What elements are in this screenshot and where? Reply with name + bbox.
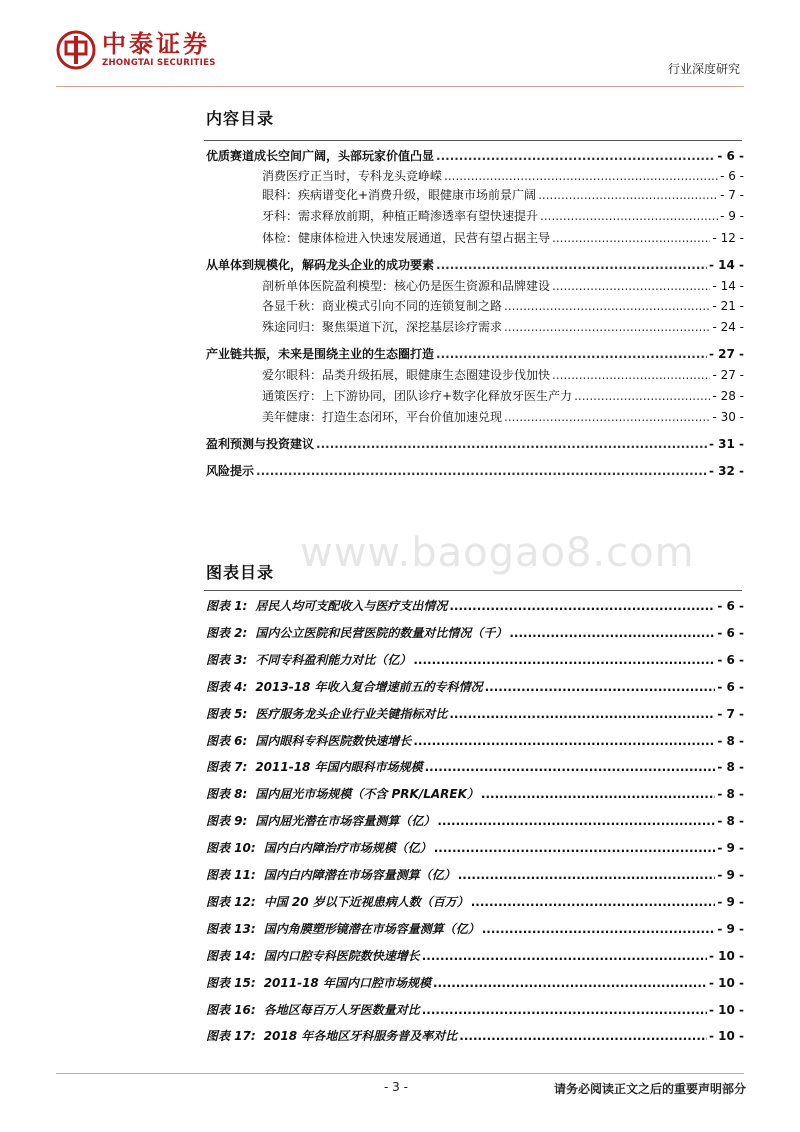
toc-entry-title: 产业链共振，未来是围绕主业的生态圈打造 [206,347,435,361]
toc-entry-page: - 6 - [720,169,744,183]
figure-leader-dots [459,1029,707,1043]
toc-entry-title: 剖析单体医院盈利模型：核心仍是医生资源和品牌建设 [262,279,551,293]
toc-leader-dots [574,389,710,403]
toc-leader-dots [436,149,715,163]
figure-entry-page: - 9 - [717,895,744,909]
figure-entry-title: 中国 20 岁以下近视患病人数（百万） [263,895,469,909]
toc-entry-title: 风险提示 [206,464,255,478]
figure-leader-dots [433,976,707,990]
figure-entry-title: 2018 年各地区牙科服务普及率对比 [263,1029,458,1043]
figure-entry-page: - 8 - [717,760,744,774]
figure-entry[interactable] [206,680,744,694]
toc-entry-page: - 21 - [712,299,744,313]
figure-entry-title: 2011-18 年国内口腔市场规模 [263,976,431,990]
figure-entry-label: 图表 17: [206,1029,256,1043]
toc-entry-title: 各显千秋：商业模式引向不同的连锁复制之路 [262,299,503,313]
toc-leader-dots [504,410,710,424]
figure-leader-dots [437,814,715,828]
toc-entry-page: - 9 - [720,209,744,223]
figure-entry-title: 不同专科盈利能力对比（亿） [255,653,412,667]
figure-entry[interactable] [206,949,744,963]
toc-entry-title: 消费医疗正当时，专科龙头竞峥嵘 [262,169,443,183]
toc-entry-title: 盈利预测与投资建议 [206,437,315,451]
figure-entry-title: 2013-18 年收入复合增速前五的专科情况 [255,680,483,694]
figure-entry-page: - 10 - [708,976,744,990]
figure-entry-label: 图表 14: [206,949,256,963]
figure-entry-label: 图表 5: [206,707,248,721]
toc-entry[interactable] [262,410,744,424]
figure-entry[interactable] [206,599,744,613]
figure-entry-label: 图表 2: [206,626,248,640]
toc-divider [204,140,742,141]
toc-entry-page: - 31 - [708,437,744,451]
toc-leader-dots [552,231,710,245]
toc-entry-page: - 30 - [712,410,744,424]
figure-leader-dots [449,707,715,721]
figure-entry[interactable] [206,760,744,774]
figure-entry-label: 图表 7: [206,760,248,774]
figure-entry-page: - 8 - [717,734,744,748]
figure-list-divider [204,590,742,591]
toc-entry[interactable] [206,464,744,478]
header-divider [56,86,744,87]
toc-entry-page: - 14 - [708,258,744,272]
figure-entry-title: 国内屈光潜在市场容量测算（亿） [255,814,436,828]
figure-entry-page: - 6 - [717,626,744,640]
figure-entry[interactable] [206,922,744,936]
figure-entry-label: 图表 1: [206,599,248,613]
toc-entry-title: 体检：健康体检进入快速发展通道，民营有望占据主导 [262,231,551,245]
toc-entry-title: 通策医疗：上下游协同，团队诊疗+数字化释放牙医生产力 [262,389,573,403]
figure-entry-page: - 7 - [717,707,744,721]
disclaimer-note: 请务必阅读正文之后的重要声明部分 [553,1082,746,1096]
toc-leader-dots [538,188,718,202]
logo-chinese-name: 中泰证券 [102,30,210,58]
figure-entry-label: 图表 4: [206,680,248,694]
toc-entry-page: - 7 - [720,188,744,202]
toc-entry-page: - 32 - [708,464,744,478]
toc-entry[interactable] [262,299,744,313]
figure-entry-label: 图表 12: [206,895,256,909]
toc-entry-title: 殊途同归：聚焦渠道下沉，深挖基层诊疗需求 [262,320,503,334]
figure-entry-page: - 9 - [717,922,744,936]
figure-entry[interactable] [206,841,744,855]
toc-entry[interactable] [206,437,744,451]
toc-entry-page: - 27 - [708,347,744,361]
watermark: www.baogao8.com [300,530,695,576]
toc-entry-title: 眼科：疾病谱变化+消费升级，眼健康市场前景广阔 [262,188,537,202]
toc-entry[interactable] [262,279,744,293]
figure-entry-label: 图表 16: [206,1003,256,1017]
toc-leader-dots [504,320,710,334]
figure-entry-label: 图表 3: [206,653,248,667]
figure-entry-page: - 8 - [717,814,744,828]
toc-entry[interactable] [262,389,744,403]
toc-entry-title: 从单体到规模化，解码龙头企业的成功要素 [206,258,435,272]
figure-leader-dots [422,1003,707,1017]
toc-title: 内容目录 [206,109,275,128]
figure-entry[interactable] [206,1029,744,1043]
toc-leader-dots [540,209,718,223]
figure-entry-page: - 9 - [717,868,744,882]
figure-entry-page: - 8 - [717,787,744,801]
figure-leader-dots [449,599,715,613]
figure-entry[interactable] [206,895,744,909]
toc-leader-dots [436,347,707,361]
toc-leader-dots [504,299,710,313]
toc-entry[interactable] [206,258,744,272]
page-number: - 3 - [384,1080,408,1094]
toc-entry[interactable] [262,368,744,382]
toc-leader-dots [436,258,707,272]
toc-entry-title: 牙科：需求释放前期，种植正畸渗透率有望快速提升 [262,209,539,223]
figure-entry[interactable] [206,976,744,990]
toc-entry-page: - 28 - [712,389,744,403]
figure-entry-label: 图表 8: [206,787,248,801]
figure-leader-dots [509,626,715,640]
figure-entry-title: 居民人均可支配收入与医疗支出情况 [255,599,448,613]
report-type-label: 行业深度研究 [667,62,740,76]
figure-leader-dots [422,949,707,963]
figure-entry-label: 图表 10: [206,841,256,855]
figure-entry-label: 图表 15: [206,976,256,990]
figure-leader-dots [413,734,715,748]
toc-entry[interactable] [262,169,744,183]
figure-entry[interactable] [206,868,744,882]
toc-leader-dots [316,437,707,451]
figure-entry[interactable] [206,1003,744,1017]
figure-entry-title: 各地区每百万人牙医数量对比 [263,1003,420,1017]
figure-entry-title: 医疗服务龙头企业行业关键指标对比 [255,707,448,721]
toc-entry[interactable] [262,209,744,223]
toc-entry-page: - 24 - [712,320,744,334]
figure-entry-label: 图表 13: [206,922,256,936]
figure-leader-dots [485,680,716,694]
figure-entry-page: - 6 - [717,653,744,667]
company-logo [56,30,216,70]
toc-entry-title: 美年健康：打造生态闭环，平台价值加速兑现 [262,410,503,424]
toc-entry-page: - 6 - [717,149,744,163]
figure-list-title: 图表目录 [206,563,275,582]
toc-leader-dots [552,368,710,382]
figure-entry[interactable] [206,707,744,721]
toc-entry[interactable] [262,231,744,245]
toc-leader-dots [256,464,707,478]
toc-entry-title: 优质赛道成长空间广阔，头部玩家价值凸显 [206,149,435,163]
figure-entry-title: 国内屈光市场规模（不含 PRK/LAREK） [255,787,479,801]
toc-entry[interactable] [262,188,744,202]
toc-leader-dots [444,169,718,183]
figure-entry-label: 图表 6: [206,734,248,748]
toc-entry-title: 爱尔眼科：品类升级拓展，眼健康生态圈建设步伐加快 [262,368,551,382]
toc-entry-page: - 14 - [712,279,744,293]
figure-leader-dots [482,922,716,936]
figure-leader-dots [413,653,715,667]
footer-divider [56,1073,744,1074]
figure-entry-title: 国内眼科专科医院数快速增长 [255,734,412,748]
toc-entry-page: - 12 - [712,231,744,245]
figure-entry-label: 图表 9: [206,814,248,828]
figure-entry-title: 国内口腔专科医院数快速增长 [263,949,420,963]
figure-entry-page: - 6 - [717,680,744,694]
figure-leader-dots [425,760,716,774]
figure-leader-dots [458,868,716,882]
toc-leader-dots [552,279,710,293]
toc-entry[interactable] [262,320,744,334]
figure-entry[interactable] [206,734,744,748]
zhongtai-logo-icon [56,30,96,70]
figure-entry-title: 国内白内障潜在市场容量测算（亿） [263,868,456,882]
figure-leader-dots [471,895,716,909]
figure-entry-title: 2011-18 年国内眼科市场规模 [255,760,423,774]
figure-entry-page: - 10 - [708,1003,744,1017]
toc-entry[interactable] [206,149,744,163]
figure-entry[interactable] [206,626,744,640]
figure-entry-label: 图表 11: [206,868,256,882]
figure-entry[interactable] [206,653,744,667]
figure-leader-dots [481,787,715,801]
figure-entry-title: 国内角膜塑形镜潜在市场容量测算（亿） [263,922,480,936]
figure-entry-page: - 9 - [717,841,744,855]
figure-entry-page: - 10 - [708,1029,744,1043]
toc-entry-page: - 27 - [712,368,744,382]
figure-entry[interactable] [206,814,744,828]
toc-entry[interactable] [206,347,744,361]
figure-entry-page: - 6 - [717,599,744,613]
figure-leader-dots [434,841,716,855]
figure-entry-title: 国内公立医院和民营医院的数量对比情况（千） [255,626,508,640]
figure-entry-title: 国内白内障治疗市场规模（亿） [263,841,432,855]
figure-entry[interactable] [206,787,744,801]
figure-entry-page: - 10 - [708,949,744,963]
logo-english-name: ZHONGTAI SECURITIES [102,58,216,68]
